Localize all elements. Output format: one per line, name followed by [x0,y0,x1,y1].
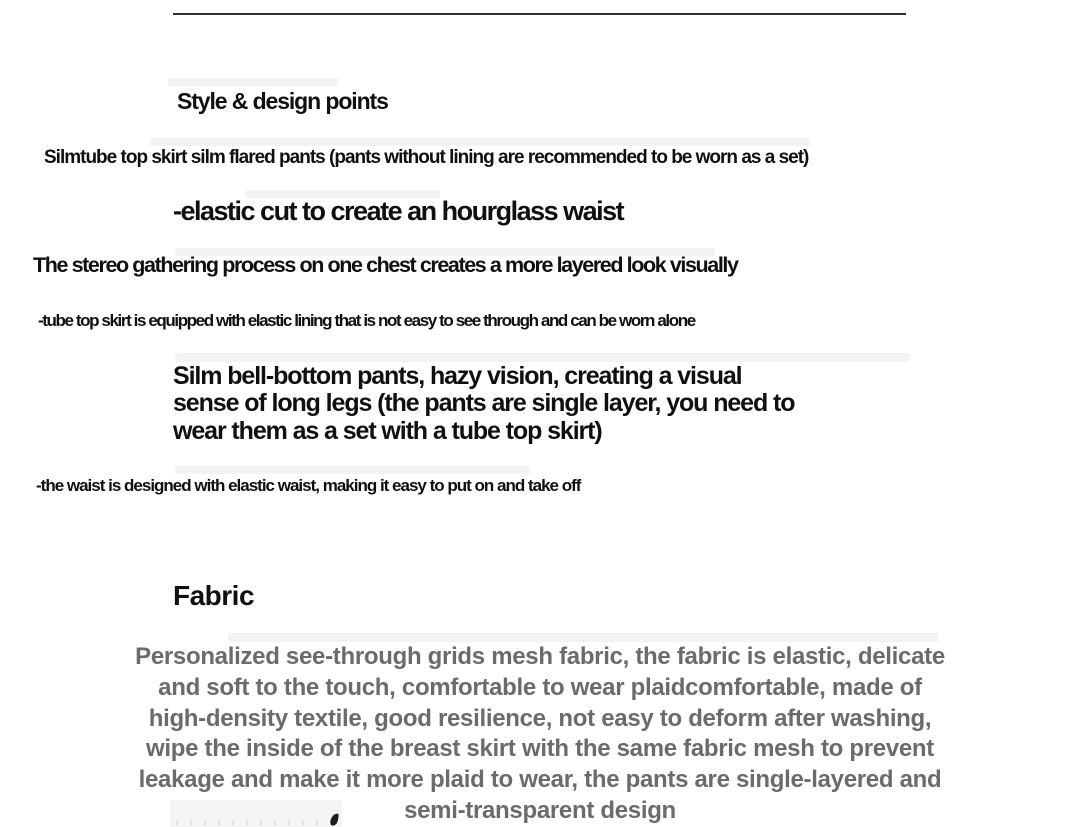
translation-artifact-band [168,78,338,86]
fabric-paragraph-line-3: high-density textile, good resilience, not easy to deform after washing, [148,704,932,732]
fabric-paragraph-line-5: leakage and make it more plaid to wear, the pants are single-layered and [138,766,942,794]
top-divider-rule [173,13,906,15]
elastic-waist-line: -the waist is designed with elastic waist, making it easy to put on and take off [36,476,581,495]
translation-artifact-band [150,138,810,146]
silm-pants-paragraph [173,363,794,445]
silm-pants-line-2: sense of long legs (the pants are single layer, you need to [173,389,795,418]
faded-text-tick-marks [176,820,334,825]
translation-artifact-band [228,633,938,642]
style-design-heading: Style & design points [177,88,388,114]
fabric-paragraph-line-2: and soft to the touch, comfortable to wear plaidcomfortable, made of [158,673,922,701]
fabric-paragraph-line-1: Personalized see-through grids mesh fabric, the fabric is elastic, delicate [135,643,945,670]
translation-artifact-band [175,466,530,474]
fabric-paragraph-line-4: wipe the inside of the breast skirt with the same fabric mesh to prevent [146,735,934,763]
stereo-gathering-line: The stereo gathering process on one chest creates a more layered look visually [33,253,738,277]
translation-artifact-band [175,353,910,362]
fabric-heading: Fabric [173,580,255,611]
silm-pants-line-1: Silm bell-bottom pants, hazy vision, creating a visual [173,362,742,390]
silm-pants-line-3: wear them as a set with a tube top skirt) [173,416,602,445]
fabric-paragraph-line-6: semi-transparent design [404,796,676,824]
tube-top-lining-line: -tube top skirt is equipped with elastic lining that is not easy to see through and can be worn alone [38,311,695,330]
elastic-cut-line: -elastic cut to create an hourglass waist [173,196,624,226]
set-recommendation-line: Silmtube top skirt silm flared pants (pants without lining are recommended to be worn as a set) [44,147,809,168]
